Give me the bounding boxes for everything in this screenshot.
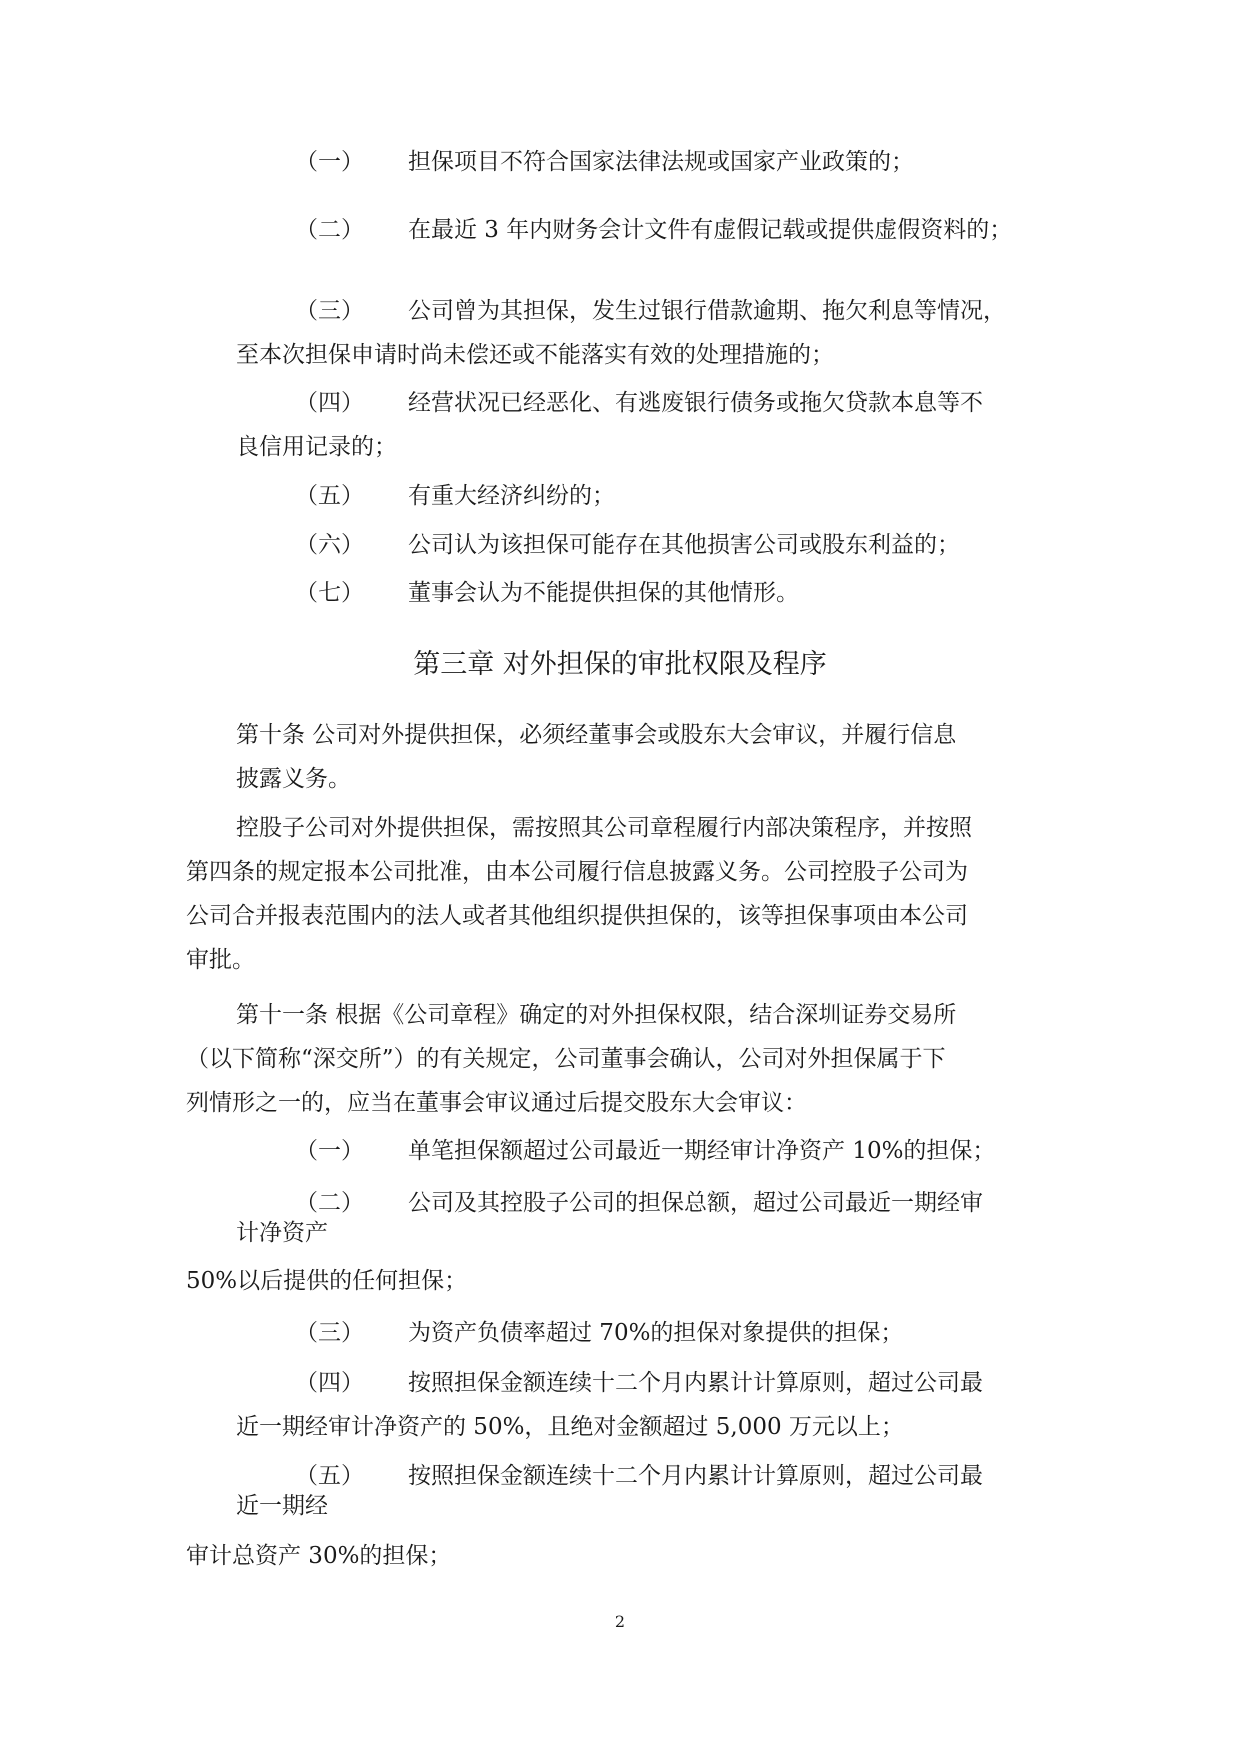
item-text: 公司及其控股子公司的担保总额，超过公司最近一期经审 [408,1190,983,1216]
item-continuation: 计净资产 [236,1220,328,1246]
article-11-line: 列情形之一的，应当在董事会审议通过后提交股东大会审议： [186,1090,807,1116]
item-marker: （七） [295,580,364,606]
item-text: 在最近 3 年内财务会计文件有虚假记载或提供虚假资料的； [408,217,1013,243]
item-text: 担保项目不符合国家法律法规或国家产业政策的； [408,149,914,175]
item-marker: （二） [295,1190,364,1216]
item-continuation: 审计总资产 30%的担保； [186,1543,452,1569]
article-11-line: 第十一条 根据《公司章程》确定的对外担保权限，结合深圳证券交易所 [236,1002,957,1028]
item-marker: （三） [295,1320,364,1346]
item-text: 公司曾为其担保，发生过银行借款逾期、拖欠利息等情况， [408,298,1006,324]
article-10-line: 披露义务。 [236,766,351,792]
item-marker: （三） [295,298,364,324]
paragraph-line: 公司合并报表范围内的法人或者其他组织提供担保的，该等担保事项由本公司 [186,903,968,929]
item-marker: （二） [295,217,364,243]
page-number: 2 [614,1612,626,1631]
article-10-line: 第十条 公司对外提供担保，必须经董事会或股东大会审议，并履行信息 [236,722,957,748]
item-continuation: 50%以后提供的任何担保； [186,1268,468,1294]
item-continuation: 良信用记录的； [236,434,397,460]
item-text: 公司认为该担保可能存在其他损害公司或股东利益的； [408,532,960,558]
paragraph-line: 控股子公司对外提供担保，需按照其公司章程履行内部决策程序，并按照 [236,815,972,841]
item-text: 为资产负债率超过 70%的担保对象提供的担保； [408,1320,904,1346]
item-marker: （四） [295,390,364,416]
item-marker: （一） [295,1138,364,1164]
item-text: 董事会认为不能提供担保的其他情形。 [408,580,799,606]
item-marker: （一） [295,149,364,175]
item-marker: （六） [295,532,364,558]
item-marker: （四） [295,1370,364,1396]
article-11-line: （以下简称“深交所”）的有关规定，公司董事会确认，公司对外担保属于下 [186,1046,946,1072]
item-continuation: 近一期经审计净资产的 50%，且绝对金额超过 5,000 万元以上； [236,1414,904,1440]
item-text: 经营状况已经恶化、有逃废银行债务或拖欠贷款本息等不 [408,390,983,416]
paragraph-line: 审批。 [186,947,255,973]
paragraph-line: 第四条的规定报本公司批准，由本公司履行信息披露义务。公司控股子公司为 [186,859,968,885]
chapter-title: 第三章 对外担保的审批权限及程序 [413,649,827,680]
item-text: 单笔担保额超过公司最近一期经审计净资产 10%的担保； [408,1138,996,1164]
item-text: 按照担保金额连续十二个月内累计计算原则，超过公司最 [408,1370,983,1396]
item-continuation: 近一期经 [236,1493,328,1519]
item-continuation: 至本次担保申请时尚未偿还或不能落实有效的处理措施的； [236,342,834,368]
item-marker: （五） [295,483,364,509]
item-marker: （五） [295,1463,364,1489]
item-text: 有重大经济纠纷的； [408,483,615,509]
item-text: 按照担保金额连续十二个月内累计计算原则，超过公司最 [408,1463,983,1489]
